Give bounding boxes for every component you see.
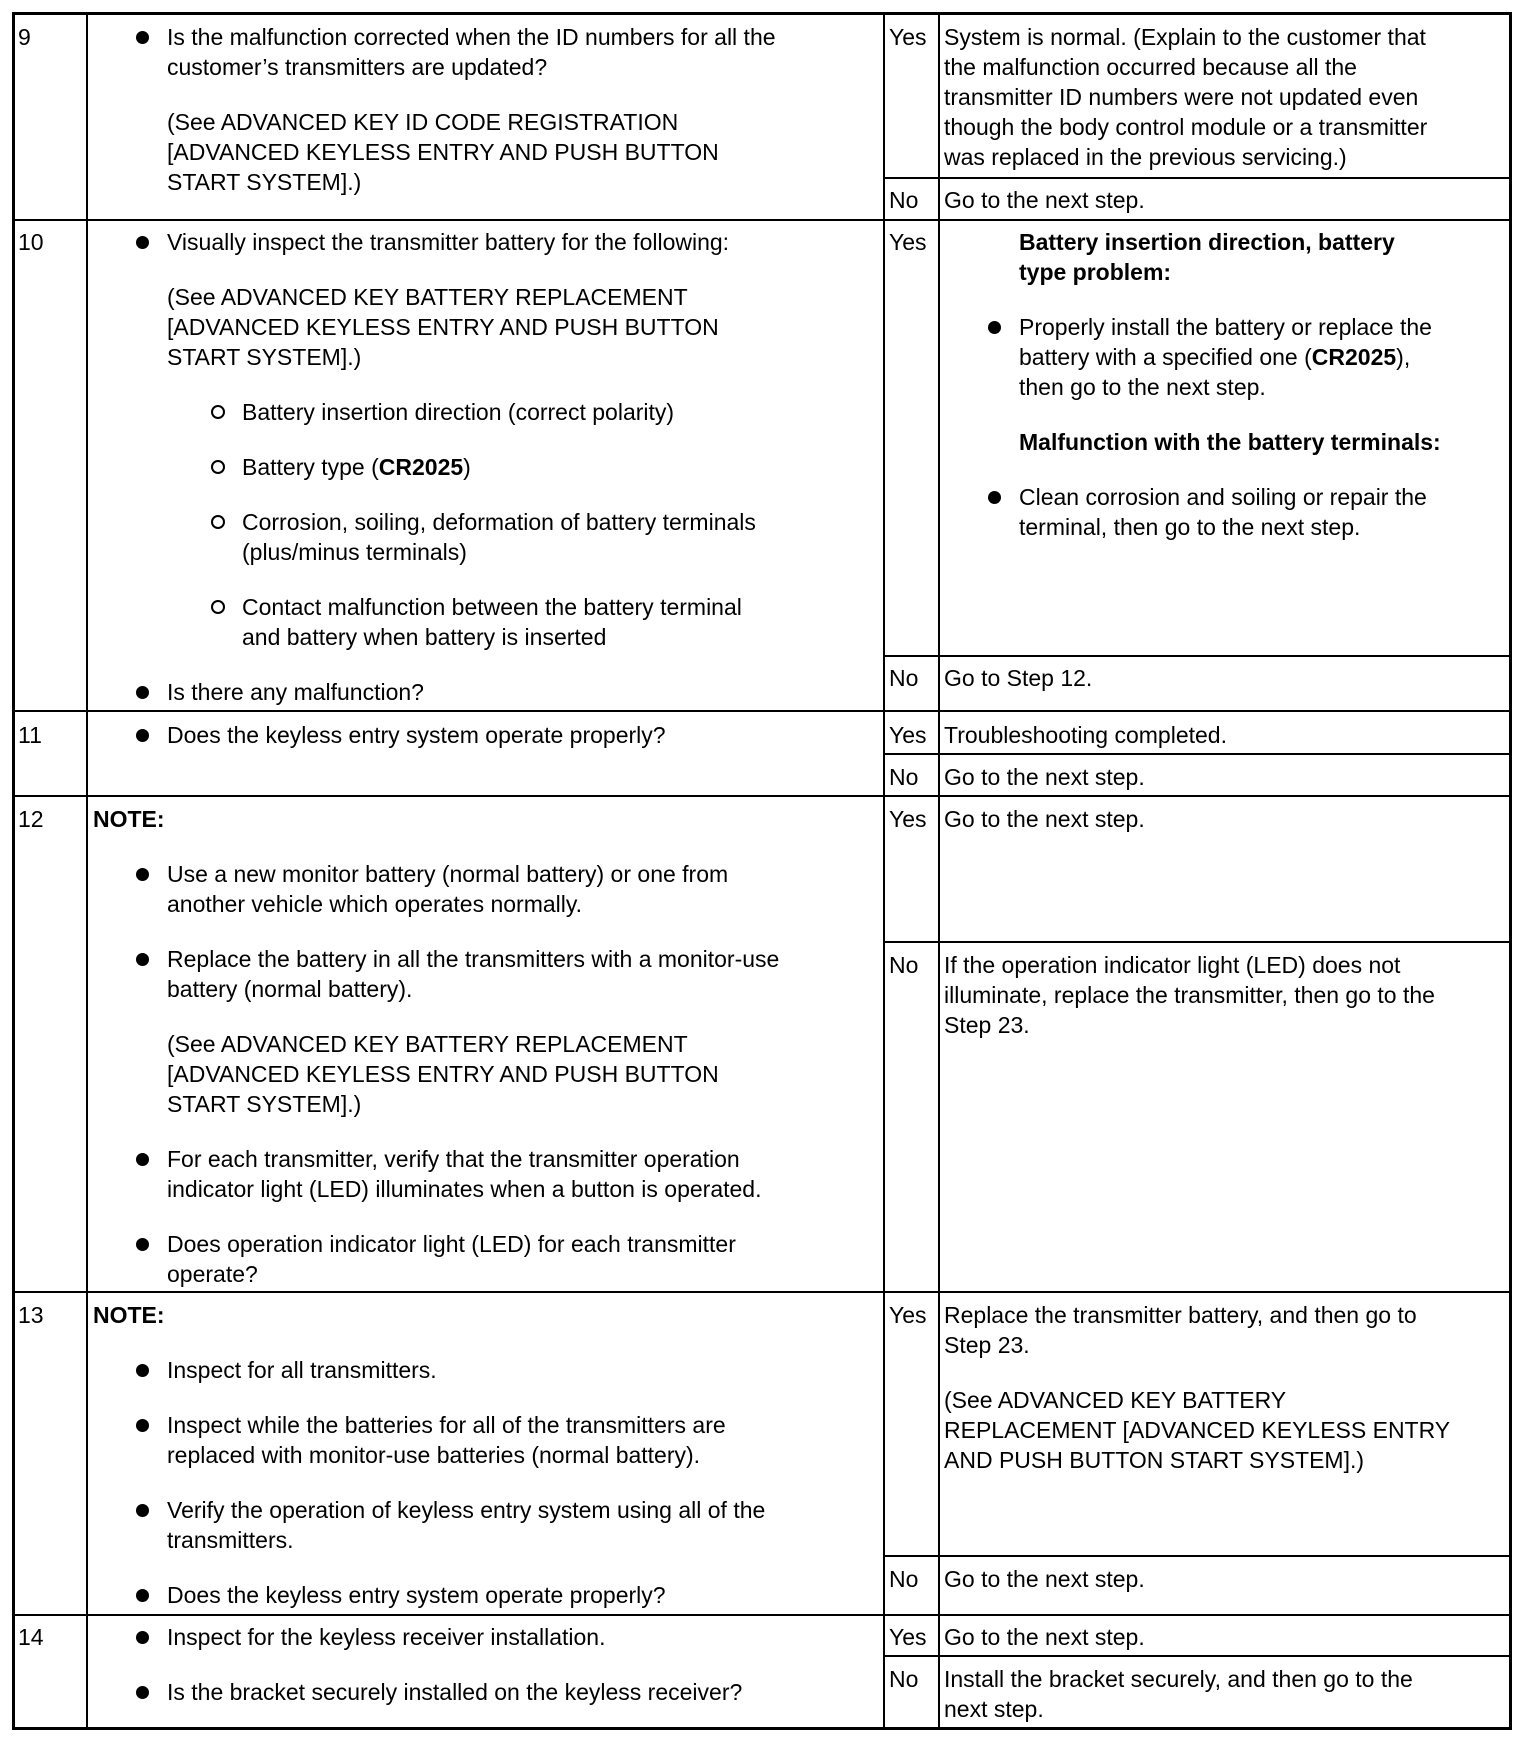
no-label: No [889,952,919,978]
action-text: Properly install the battery or replace the [1019,314,1432,340]
sub-bullet [211,600,225,614]
no-label: No [889,764,919,790]
step-number: 9 [18,24,31,50]
bullet [988,491,1001,504]
step-text: Does the keyless entry system operate properly? [167,722,666,748]
bullet [988,321,1001,334]
step-number: 14 [18,1624,44,1650]
action-heading: Battery insertion direction, battery [1019,229,1395,255]
action-text: Go to the next step. [944,187,1145,213]
sub-item-text: and battery when battery is inserted [242,624,607,650]
action-text: was replaced in the previous servicing.) [944,144,1347,170]
action-text: the malfunction occurred because all the [944,54,1357,80]
column-divider-answer [883,12,885,1730]
step-text: Does operation indicator light (LED) for each transmitter [167,1231,736,1257]
row-divider [12,795,1512,797]
action-text: next step. [944,1696,1044,1722]
sub-item-text: Contact malfunction between the battery terminal [242,594,742,620]
yes-no-divider [883,1555,1512,1557]
row-divider [12,1614,1512,1616]
step-text: customer’s transmitters are updated? [167,54,548,80]
row-divider [12,219,1512,221]
bullet [136,1686,149,1699]
step-text: Is there any malfunction? [167,679,424,705]
step-text: Is the bracket securely installed on the keyless receiver? [167,1679,743,1705]
bullet [136,1504,149,1517]
step-text: battery (normal battery). [167,976,413,1002]
action-text: Clean corrosion and soiling or repair the [1019,484,1427,510]
bullet [136,729,149,742]
step-text: Inspect for all transmitters. [167,1357,437,1383]
sub-bullet [211,460,225,474]
action-text: System is normal. (Explain to the customer that [944,24,1426,50]
bullet [136,1364,149,1377]
bullet [136,1238,149,1251]
action-text: Troubleshooting completed. [944,722,1227,748]
action-text: Go to the next step. [944,764,1145,790]
sub-bullet [211,405,225,419]
step-text: operate? [167,1261,258,1287]
action-text: Go to the next step. [944,1566,1145,1592]
step-text: Is the malfunction corrected when the ID numbers for all the [167,24,776,50]
action-text: Go to the next step. [944,806,1145,832]
action-text: Install the bracket securely, and then go to the [944,1666,1413,1692]
reference-text: AND PUSH BUTTON START SYSTEM].) [944,1447,1365,1473]
yes-no-divider [883,177,1512,179]
yes-label: Yes [889,1624,927,1650]
step-text: replaced with monitor-use batteries (normal battery). [167,1442,701,1468]
bullet [136,686,149,699]
reference-text: (See ADVANCED KEY ID CODE REGISTRATION [167,109,679,135]
step-number: 11 [18,722,42,748]
sub-item-text: Battery insertion direction (correct polarity) [242,399,675,425]
reference-text: [ADVANCED KEYLESS ENTRY AND PUSH BUTTON [167,1061,719,1087]
bullet [136,868,149,881]
action-text: illuminate, replace the transmitter, then go to the [944,982,1435,1008]
sub-item-text: (plus/minus terminals) [242,539,467,565]
action-text: Go to Step 12. [944,665,1093,691]
reference-text: REPLACEMENT [ADVANCED KEYLESS ENTRY [944,1417,1451,1443]
action-text: If the operation indicator light (LED) does not [944,952,1401,978]
reference-text: START SYSTEM].) [167,344,362,370]
yes-no-divider [883,941,1512,943]
reference-text: (See ADVANCED KEY BATTERY [944,1387,1287,1413]
no-label: No [889,187,919,213]
bullet [136,1631,149,1644]
sub-item-text: Corrosion, soiling, deformation of battery terminals [242,509,756,535]
action-text: transmitter ID numbers were not updated even [944,84,1419,110]
yes-label: Yes [889,229,927,255]
yes-label: Yes [889,24,927,50]
reference-text: (See ADVANCED KEY BATTERY REPLACEMENT [167,284,688,310]
note-label: NOTE: [93,806,165,832]
bullet [136,31,149,44]
row-divider [12,1291,1512,1293]
action-text: Step 23. [944,1012,1030,1038]
yes-label: Yes [889,722,927,748]
bullet [136,1153,149,1166]
step-text: Use a new monitor battery (normal battery) or one from [167,861,729,887]
step-text: indicator light (LED) illuminates when a button is operated. [167,1176,762,1202]
step-text: Replace the battery in all the transmitters with a monitor-use [167,946,780,972]
yes-label: Yes [889,806,927,832]
step-number: 12 [18,806,44,832]
bullet [136,1589,149,1602]
reference-text: START SYSTEM].) [167,1091,362,1117]
action-heading: Malfunction with the battery terminals: [1019,429,1441,455]
step-text: Visually inspect the transmitter battery for the following: [167,229,730,255]
action-heading: type problem: [1019,259,1172,285]
no-label: No [889,665,919,691]
step-number: 13 [18,1302,44,1328]
action-text: battery with a specified one (CR2025), [1019,344,1411,370]
column-divider-action [938,12,940,1730]
reference-text: [ADVANCED KEYLESS ENTRY AND PUSH BUTTON [167,314,719,340]
action-text: terminal, then go to the next step. [1019,514,1361,540]
reference-text: (See ADVANCED KEY BATTERY REPLACEMENT [167,1031,688,1057]
bullet [136,236,149,249]
step-text: Inspect for the keyless receiver installation. [167,1624,606,1650]
action-text: Replace the transmitter battery, and then go to [944,1302,1417,1328]
step-text: transmitters. [167,1527,294,1553]
step-number: 10 [18,229,44,255]
bullet [136,953,149,966]
step-text: Does the keyless entry system operate properly? [167,1582,666,1608]
sub-item-text: Battery type (CR2025) [242,454,471,480]
yes-no-divider [883,655,1512,657]
action-text: Step 23. [944,1332,1030,1358]
bullet [136,1419,149,1432]
yes-label: Yes [889,1302,927,1328]
yes-no-divider [883,753,1512,755]
step-text: Verify the operation of keyless entry system using all of the [167,1497,766,1523]
row-divider [12,710,1512,712]
no-label: No [889,1666,919,1692]
action-text: then go to the next step. [1019,374,1266,400]
sub-bullet [211,515,225,529]
reference-text: [ADVANCED KEYLESS ENTRY AND PUSH BUTTON [167,139,719,165]
column-divider-step [86,12,88,1730]
step-text: another vehicle which operates normally. [167,891,583,917]
reference-text: START SYSTEM].) [167,169,362,195]
step-text: For each transmitter, verify that the transmitter operation [167,1146,740,1172]
step-text: Inspect while the batteries for all of the transmitters are [167,1412,726,1438]
no-label: No [889,1566,919,1592]
action-text: though the body control module or a transmitter [944,114,1428,140]
yes-no-divider [883,1655,1512,1657]
action-text: Go to the next step. [944,1624,1145,1650]
note-label: NOTE: [93,1302,165,1328]
